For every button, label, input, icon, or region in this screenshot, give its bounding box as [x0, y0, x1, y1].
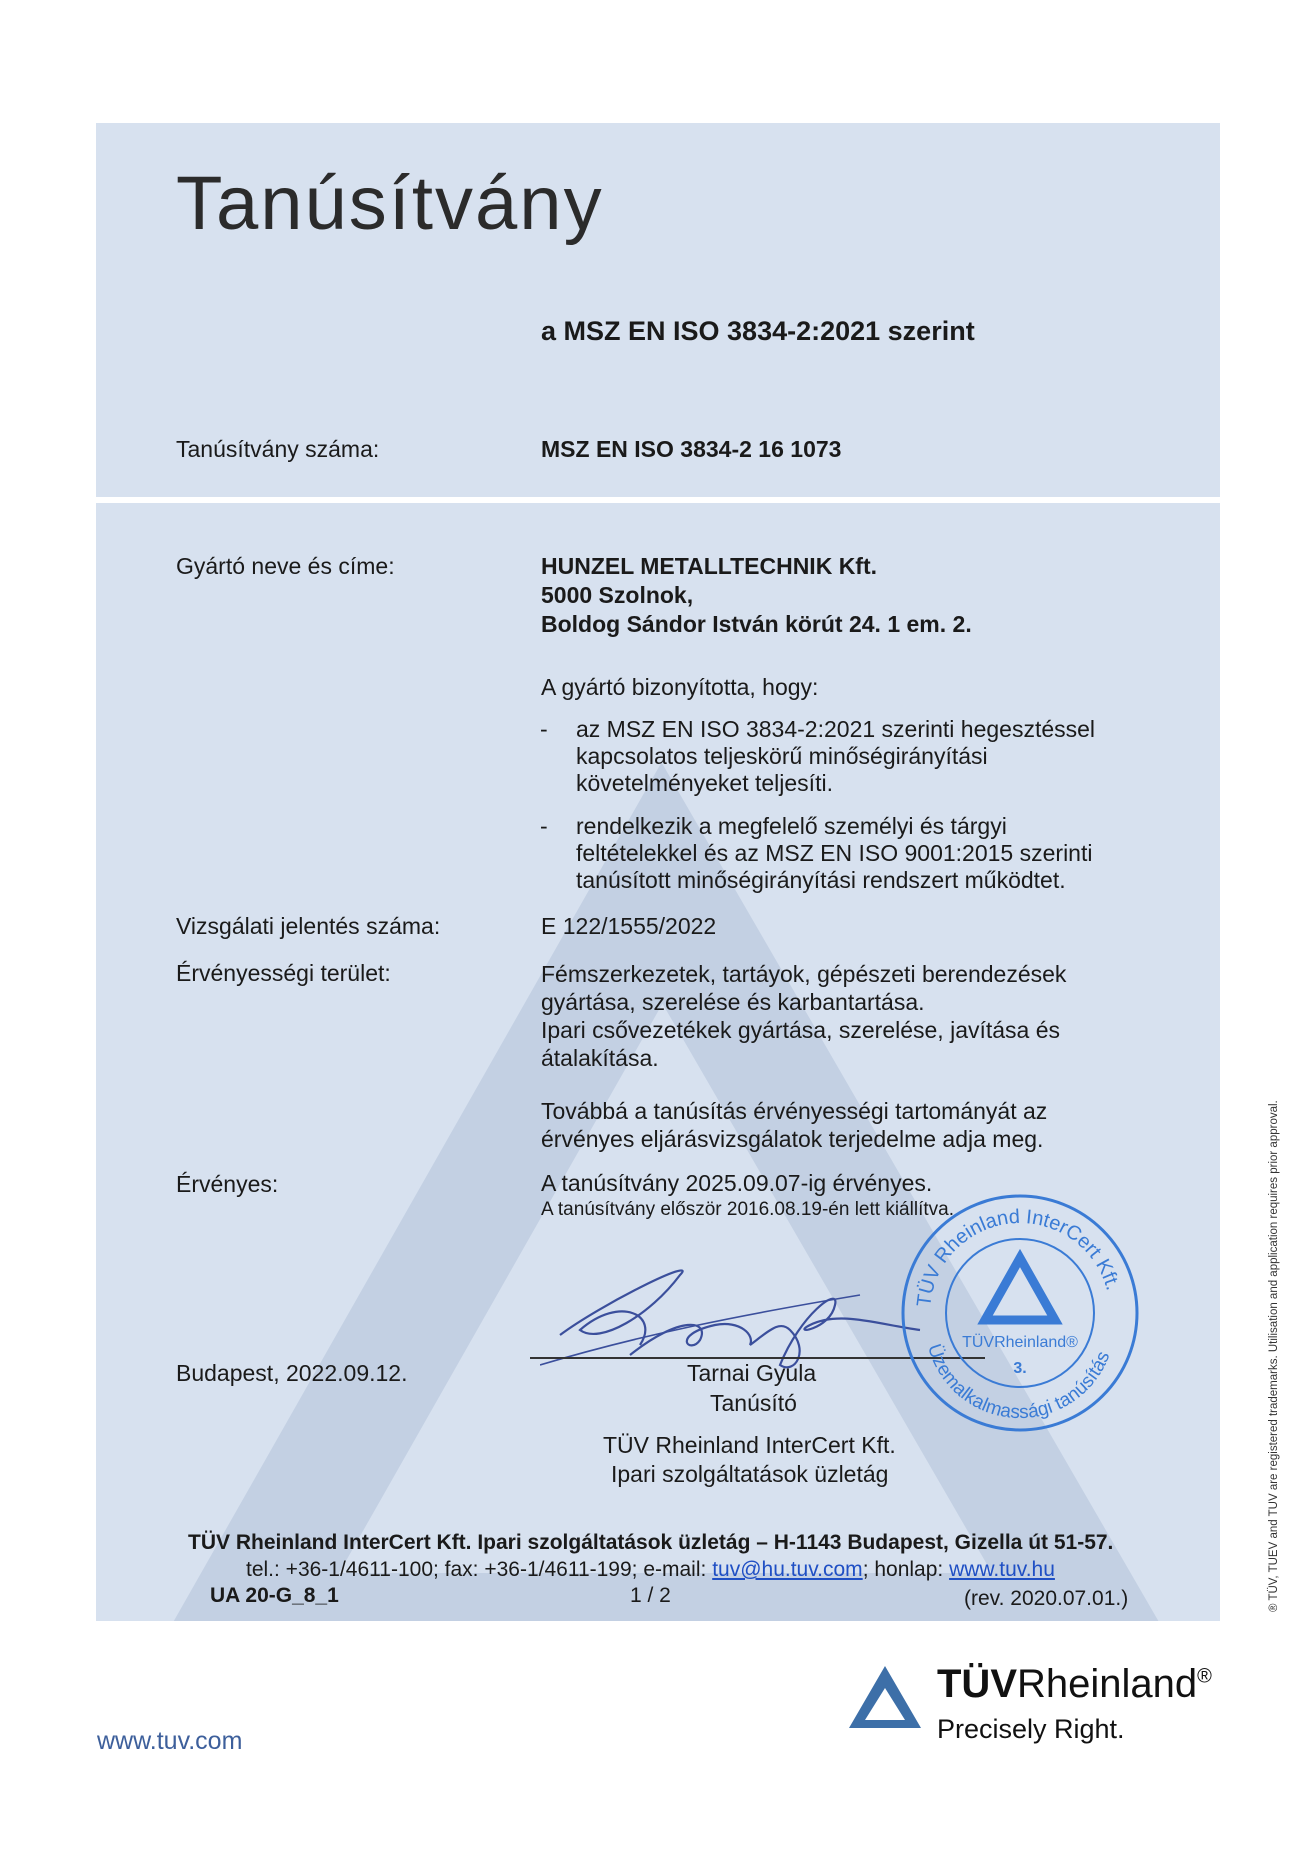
brand-rest: Rheinland [1017, 1662, 1198, 1706]
proof-bullet-1-line: követelményeket teljesíti. [576, 770, 833, 796]
org-line-2: Ipari szolgáltatások üzletág [611, 1461, 889, 1487]
footer-address: TÜV Rheinland InterCert Kft. Ipari szolgáltatások üzletág – H-1143 Budapest, Gizella út 51-57. [188, 1531, 1114, 1554]
report-value: E 122/1555/2022 [541, 913, 717, 939]
scope-block [541, 960, 1066, 1072]
scope-extra-line: Továbbá a tanúsítás érvényességi tartományát az [541, 1098, 1048, 1124]
validity-line-1: A tanúsítvány 2025.09.07-ig érvényes. [541, 1170, 933, 1196]
proof-bullet-2-line: tanúsított minőségirányítási rendszert működtet. [576, 867, 1066, 893]
manufacturer-name: HUNZEL METALLTECHNIK Kft. [541, 553, 878, 579]
scope-label: Érvényességi terület: [176, 960, 391, 986]
scope-line: gyártása, szerelése és karbantartása. [541, 989, 925, 1015]
scope-extra [541, 1097, 1047, 1153]
cert-number-value: MSZ EN ISO 3834-2 16 1073 [541, 436, 842, 462]
bullet-dash: - [540, 813, 548, 839]
manufacturer-block [541, 552, 972, 639]
footer-contact-mid: ; honlap: [862, 1558, 950, 1581]
tuv-logo-icon [845, 1662, 925, 1732]
footer-page: 1 / 2 [630, 1584, 671, 1607]
signature-scribble [540, 1235, 940, 1375]
proof-bullet-2-line: feltételekkel és az MSZ EN ISO 9001:2015 szerinti [576, 840, 1093, 866]
tuv-website-link[interactable]: www.tuv.com [97, 1727, 243, 1755]
signer-name: Tarnai Gyula [687, 1360, 817, 1386]
proof-bullet-1-line: az MSZ EN ISO 3834-2:2021 szerinti hegesztéssel [576, 716, 1096, 742]
footer-email-link[interactable]: tuv@hu.tuv.com [712, 1558, 863, 1581]
brand-tagline: Precisely Right. [937, 1714, 1125, 1744]
footer-website-link[interactable]: www.tuv.hu [949, 1558, 1055, 1581]
brand-bold: TÜV [937, 1662, 1017, 1706]
stamp-ring-top: TÜV Rheinland InterCert Kft. [913, 1205, 1124, 1309]
proof-bullet-2-line: rendelkezik a megfelelő személyi és tárgyi [576, 813, 1007, 839]
report-label: Vizsgálati jelentés száma: [176, 913, 441, 939]
proof-bullet-1-line: kapcsolatos teljeskörű minőségirányítási [576, 743, 988, 769]
org-line-1: TÜV Rheinland InterCert Kft. [603, 1432, 896, 1458]
brand-name [937, 1662, 1212, 1707]
proof-intro: A gyártó bizonyította, hogy: [541, 674, 819, 700]
footer-revision: (rev. 2020.07.01.) [964, 1587, 1129, 1610]
tuv-brand-logo [845, 1660, 1225, 1760]
signer-role: Tanúsító [710, 1390, 797, 1416]
footer-contact [246, 1558, 1055, 1582]
brand-reg: ® [1197, 1665, 1212, 1688]
manufacturer-label: Gyártó neve és címe: [176, 553, 395, 579]
scope-line: Ipari csővezetékek gyártása, szerelése, javítása és [541, 1017, 1061, 1043]
footer-contact-prefix: tel.: +36-1/4611-100; fax: +36-1/4611-199; e-mail: [246, 1558, 713, 1581]
manufacturer-city: 5000 Szolnok, [541, 582, 694, 608]
stamp-brand: TÜVRheinland® [962, 1334, 1078, 1351]
tuv-stamp-icon [895, 1188, 1145, 1438]
scope-extra-line: érvényes eljárásvizsgálatok terjedelme adja meg. [541, 1126, 1044, 1152]
footer-doc-code: UA 20-G_8_1 [210, 1584, 339, 1607]
page-title: Tanúsítvány [176, 161, 604, 246]
stamp-number: 3. [1013, 1360, 1027, 1377]
place-date: Budapest, 2022.09.12. [176, 1360, 408, 1386]
validity-line-2: A tanúsítvány először 2016.08.19-én lett kiállítva. [541, 1199, 954, 1220]
trademark-note: ® TÜV, TUEV and TUV are registered trademarks. Utilisation and application requires prior approval. [1268, 1100, 1280, 1612]
validity-label: Érvényes: [176, 1171, 279, 1197]
stamp-ring-bottom: Üzemalkalmassági tanúsítás [922, 1341, 1115, 1424]
bullet-dash: - [540, 716, 548, 742]
manufacturer-street: Boldog Sándor István körút 24. 1 em. 2. [541, 611, 972, 637]
scope-line: Fémszerkezetek, tartáyok, gépészeti berendezések [541, 961, 1067, 987]
cert-number-label: Tanúsítvány száma: [176, 436, 380, 462]
standard-subtitle: a MSZ EN ISO 3834-2:2021 szerint [541, 316, 975, 346]
scope-line: átalakítása. [541, 1045, 659, 1071]
